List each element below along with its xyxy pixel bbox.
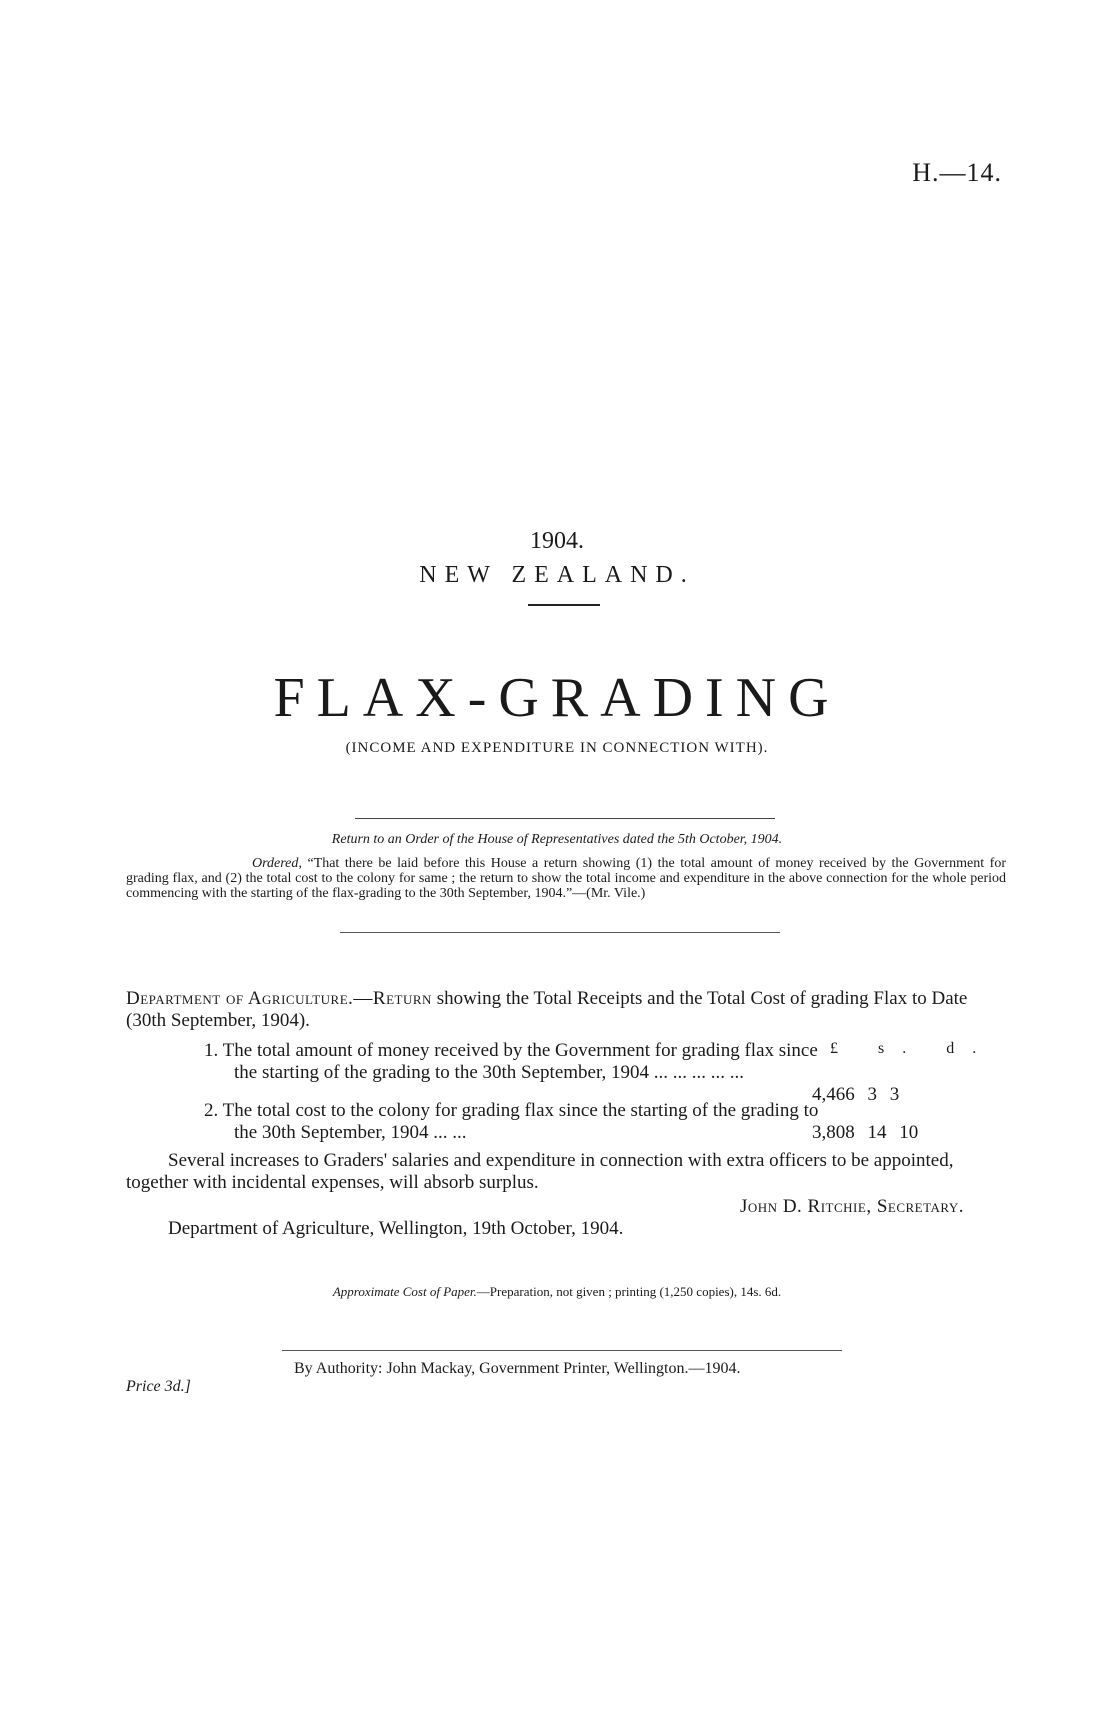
- closing-paragraph: Several increases to Graders' salaries and expenditure in connection with extra officers to be appointed, together with incidental expenses, will absorb surplus.: [126, 1150, 954, 1193]
- order-heading: Return to an Order of the House of Representatives dated the 5th October, 1904.: [331, 832, 783, 847]
- dateline: Department of Agriculture, Wellington, 19th October, 1904.: [168, 1218, 624, 1239]
- department-return-heading: [126, 988, 1006, 1032]
- cost-of-paper-label: Approximate Cost of Paper.: [332, 1284, 477, 1299]
- return-item-2-amount: 3,808 14 10: [812, 1122, 919, 1143]
- return-item-2: 2. The total cost to the colony for grading flax since the starting of the grading to the 30th September, 1904 ... ...: [204, 1100, 819, 1143]
- order-ordered-label: Ordered,: [252, 856, 302, 871]
- year-heading: 1904.: [530, 528, 584, 554]
- department-return-rest: showing the Total Receipts and the Total Cost of grading Flax to Date (30th September, 1904).: [126, 988, 968, 1031]
- order-body: [126, 856, 1006, 901]
- order-text: “That there be laid before this House a return showing (1) the total amount of money received by the Government for grading flax, and (2) the total cost to the colony for same ; the return to show the total income and expenditure in the above connection for the whole period commencing with the starting of the flax-grading to the 30th September, 1904.”—(Mr. Vile.): [126, 856, 1007, 901]
- order-rule-bottom: [340, 932, 780, 933]
- cost-of-paper-text: —Preparation, not given ; printing (1,250 copies), 14s. 6d.: [476, 1284, 782, 1299]
- cost-of-paper: [0, 1284, 1114, 1300]
- document-subtitle: (INCOME AND EXPENDITURE IN CONNECTION WITH).: [345, 740, 769, 756]
- title-divider: [528, 604, 600, 606]
- department-return-lead: Department of Agriculture.—Return: [126, 988, 432, 1009]
- footer-rule: [282, 1350, 842, 1351]
- return-item-1: 1. The total amount of money received by the Government for grading flax since the starting of the grading to the 30th September, 1904 ... ... ... ... ...: [204, 1040, 818, 1083]
- country-heading: NEW ZEALAND.: [419, 562, 695, 588]
- currency-columns-header: £ s. d.: [830, 1040, 995, 1057]
- signature: John D. Ritchie, Secretary.: [740, 1196, 964, 1217]
- return-item-1-amount: 4,466 3 3: [812, 1084, 900, 1105]
- document-reference: H.—14.: [912, 158, 1002, 187]
- price-note: Price 3d.]: [126, 1378, 191, 1395]
- order-rule-top: [355, 818, 775, 819]
- printer-authority: By Authority: John Mackay, Government Printer, Wellington.—1904.: [294, 1360, 741, 1377]
- document-title: FLAX-GRADING: [273, 667, 841, 729]
